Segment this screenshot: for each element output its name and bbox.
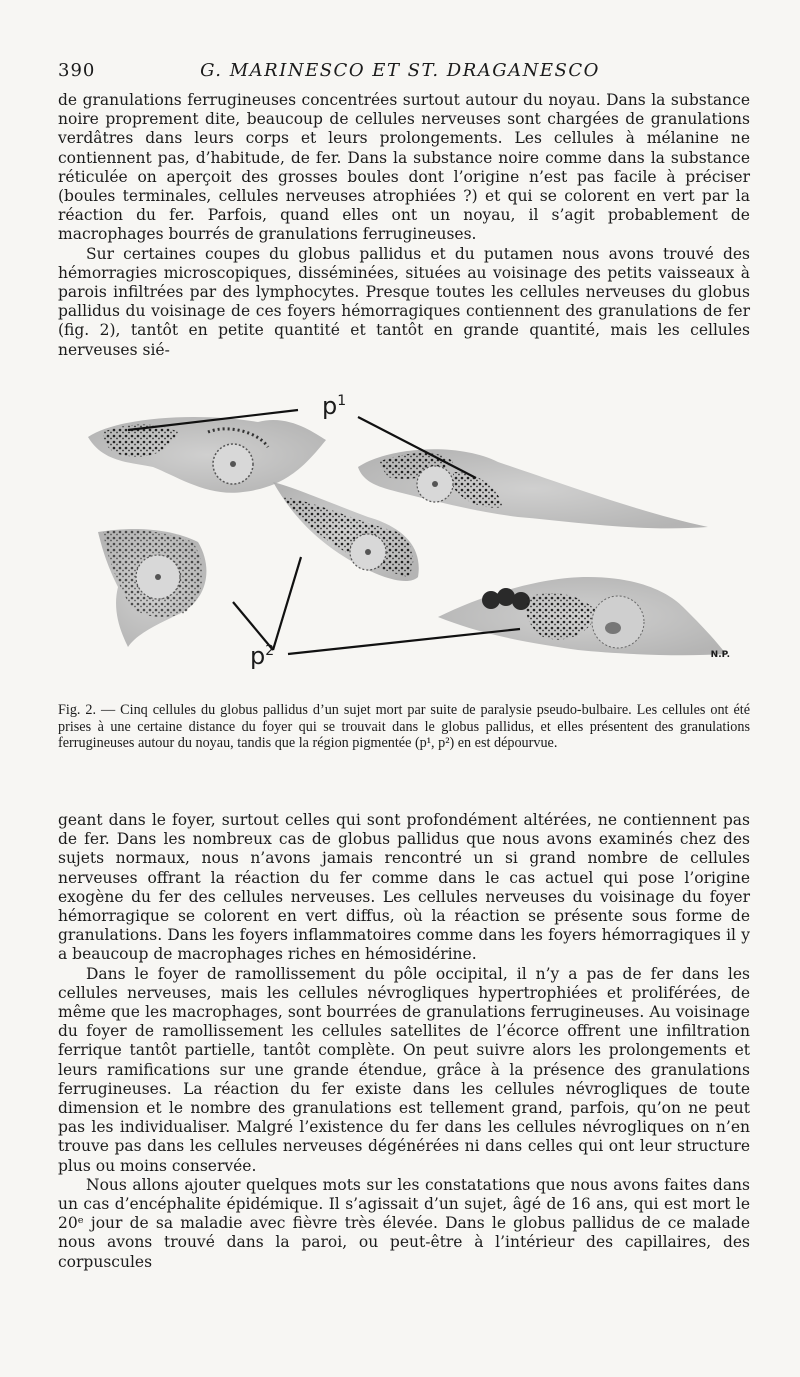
page-number: 390	[58, 60, 96, 81]
paragraph: Sur certaines coupes du globus pallidus et du putamen nous avons trouvé des hémorragies microscopiques, disséminées, situées au voisinage des petits vaisseaux à parois infiltrées par des lymphocytes. Presque toutes les cellules nerveuses du globus pallidus du voisinage de ces foyers hémorragiques contiennent des granulations de fer (fig. 2), tantôt en petite quantité et tantôt en grande quantité, mais les cellules nerveuses sié-	[58, 244, 750, 359]
cell-1	[88, 417, 326, 493]
paragraph: Dans le foyer de ramollissement du pôle occipital, il n’y a pas de fer dans les cellules nerveuses, mais les cellules névrogliques hypertrophiées et proliférées, de même que les macrophages, sont bourrées de granulations ferrugineuses. Au voisinage du foyer de ramollissement les cellules satellites de l’écorce offrent une infiltration ferrique tantôt partielle, tantôt complète. On peut suivre alors les prolongements et leurs ramifications sur une grande étendue, grâce à la présence des granulations ferrugineuses. La réaction du fer existe dans les cellules névrogliques de toute dimension et le nombre des granulations est tellement grand, parfois, qu’on ne peut pas les individualiser. Malgré l’existence du fer dans les cellules névrogliques on n’en trouve pas dans les cellules nerveuses dégénérées ni dans celles qui ont leur structure plus ou moins conservée.	[58, 964, 750, 1175]
caption-text: Fig. 2. — Cinq cellules du globus pallidus d’un sujet mort par suite de paralysie pseudo-bulbaire. Les cellules ont été prises à une certaine distance du foyer qui se trouvait dans le globus pallidus, et elles présentent des granulations ferrugineuses autour du noyau, tandis que la région pigmentée (p¹, p²) en est dépourvue.	[58, 702, 750, 751]
cell-illustration	[58, 392, 758, 682]
cell-3	[273, 482, 419, 581]
label-p2: $p^2$	[250, 642, 275, 670]
paragraph: Nous allons ajouter quelques mots sur les constatations que nous avons faites dans un cas d’encéphalite épidémique. Il s’agissait d’un sujet, âgé de 16 ans, qui est mort le 20ᵉ jour de sa maladie avec fièvre très élevée. Dans le globus pallidus de ce malade nous avons trouvé dans la paroi, ou peut-être à l’intérieur des capillaires, des corpuscules	[58, 1175, 750, 1271]
cell-4	[98, 529, 206, 647]
figure-caption	[58, 702, 750, 752]
paragraph: geant dans le foyer, surtout celles qui sont profondément altérées, ne contiennent pas de fer. Dans les nombreux cas de globus pallidus que nous avons examinés chez des sujets normaux, nous n’avons jamais rencontré un si grand nombre de cellules nerveuses offrant la réaction du fer comme dans le cas actuel qui pose l’origine exogène du fer des cellules nerveuses. Les cellules nerveuses du voisinage du foyer hémorragique se colorent en vert diffus, où la réaction se présente sous forme de granulations. Dans les foyers inflammatoires comme dans les foyers hémorragiques il y a beaucoup de macrophages riches en hémosidérine.	[58, 811, 750, 964]
paragraph: de granulations ferrugineuses concentrées surtout autour du noyau. Dans la substance noire proprement dite, beaucoup de cellules nerveuses sont chargées de granulations verdâtres dans leurs corps et leurs prolongements. Les cellules à mélanine ne contiennent pas, d’habitude, de fer. Dans la substance noire comme dans la substance réticulée on aperçoit des grosses boules dont l’origine n’est pas facile à préciser (boules terminales, cellules nerveuses atrophiées ?) et qui se colorent en vert par la réaction du fer. Parfois, quand elles ont un noyau, il s’agit probablement de macrophages bourrés de granulations ferrugineuses.	[58, 91, 750, 244]
body-text-bottom	[58, 811, 750, 1272]
label-p1: $p^1$	[322, 392, 347, 420]
page-header	[58, 60, 742, 84]
illustrator-initials: N.P.	[710, 650, 730, 660]
figure-cells	[58, 392, 758, 682]
cell-5	[438, 577, 726, 655]
cell-2	[358, 449, 708, 528]
body-text-top	[58, 91, 750, 360]
running-head: G. MARINESCO ET ST. DRAGANESCO	[200, 60, 600, 81]
